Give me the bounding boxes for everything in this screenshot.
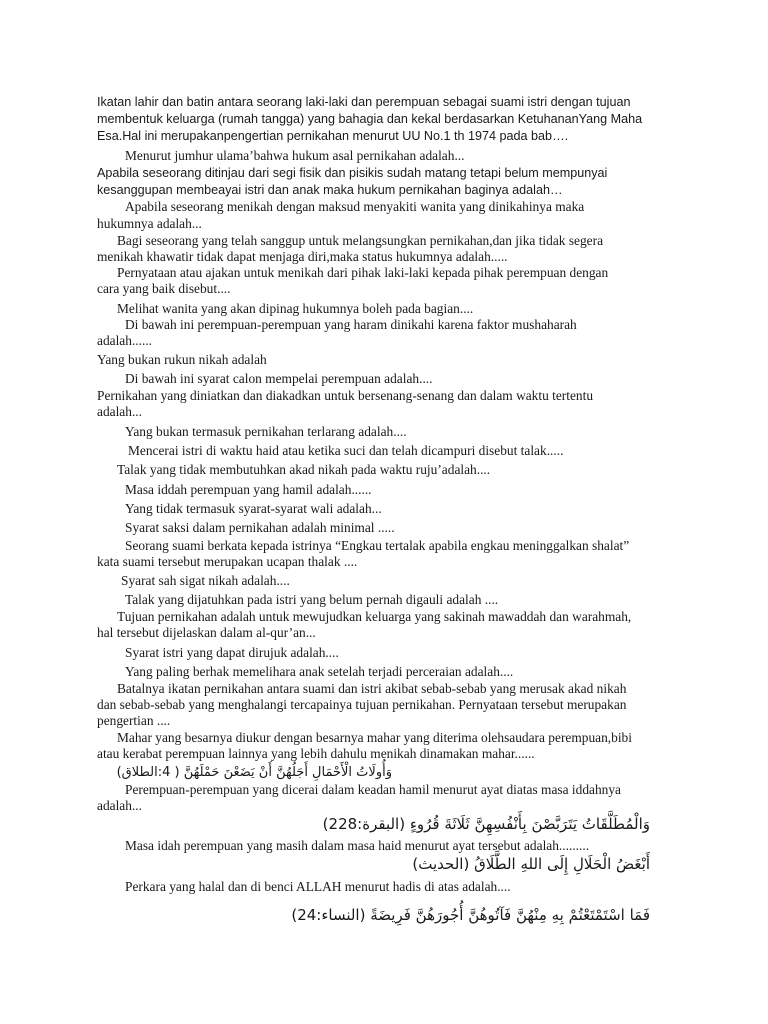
arabic-verse: وَأُولَاتُ الْأَحْمَالِ أَجَلُهُنَّ أَنْ يَضَعْنَ حَمْلَهُنَّ ( 4:الطلاق) (116, 765, 392, 780)
question-text: Talak yang tidak membutuhkan akad nikah pada waktu ruju’adalah.... (117, 462, 491, 477)
question-text: Di bawah ini syarat calon mempelai perempuan adalah.... (125, 371, 433, 386)
question-text: Bagi seseorang yang telah sanggup untuk melangsungkan pernikahan,dan jika tidak segera (117, 233, 604, 248)
question-text: Di bawah ini perempuan-perempuan yang haram dinikahi karena faktor mushaharah (125, 317, 577, 332)
question-text: dan sebab-sebab yang menghalangi tercapainya tujuan pernikahan. Pernyataan tersebut merupakan (97, 697, 627, 712)
question-text: Tujuan pernikahan adalah untuk mewujudkan keluarga yang sakinah mawaddah dan warahmah, (117, 609, 632, 624)
question-text: adalah... (97, 404, 142, 419)
question-text: Syarat istri yang dapat dirujuk adalah.... (125, 645, 339, 660)
question-text: Yang paling berhak memelihara anak setelah terjadi perceraian adalah.... (125, 664, 514, 679)
arabic-hadith: أَبْغَضُ الْحَلَالِ إِلَى اللهِ الطَّلَاقُ (الحديث) (412, 855, 650, 873)
question-text: hal tersebut dijelaskan dalam al-qur’an... (97, 625, 316, 640)
question-text: Batalnya ikatan pernikahan antara suami dan istri akibat sebab-sebab yang merusak akad nikah (117, 681, 627, 696)
question-text: Pernikahan yang diniatkan dan diakadkan untuk bersenang-senang dan dalam waktu tertentu (97, 388, 594, 403)
question-text: Syarat sah sigat nikah adalah.... (121, 573, 290, 588)
question-text: kesanggupan membeayai istri dan anak maka hukum pernikahan baginya adalah… (97, 183, 563, 197)
question-text: Masa iddah perempuan yang hamil adalah...... (125, 482, 372, 497)
question-text: Esa.Hal ini merupakanpengertian pernikahan menurut UU No.1 th 1974 pada bab…. (97, 129, 569, 143)
question-text: Mencerai istri di waktu haid atau ketika suci dan telah dicampuri disebut talak..... (128, 443, 564, 458)
question-text: Mahar yang besarnya diukur dengan besarnya mahar yang diterima olehsaudara perempuan,bibi (117, 730, 632, 745)
question-text: Pernyataan atau ajakan untuk menikah dari pihak laki-laki kepada pihak perempuan dengan (117, 265, 609, 280)
question-text: hukumnya adalah... (97, 216, 202, 231)
question-text: pengertian .... (97, 713, 171, 728)
question-text: Perempuan-perempuan yang dicerai dalam keadan hamil menurut ayat diatas masa iddahnya (125, 782, 622, 797)
question-text: Perkara yang halal dan di benci ALLAH menurut hadis di atas adalah.... (125, 879, 511, 894)
question-text: Ikatan lahir dan batin antara seorang laki-laki dan perempuan sebagai suami istri dengan tujuan (97, 95, 631, 109)
question-text: Melihat wanita yang akan dipinag hukumnya boleh pada bagian.... (117, 301, 474, 316)
question-text: Masa idah perempuan yang masih dalam masa haid menurut ayat tersebut adalah......... (125, 838, 590, 853)
question-text: Apabila seseorang menikah dengan maksud menyakiti wanita yang dinikahinya maka (125, 199, 585, 214)
question-text: Syarat saksi dalam pernikahan adalah minimal ..... (125, 520, 395, 535)
question-text: Menurut jumhur ulama’bahwa hukum asal pernikahan adalah... (125, 148, 465, 163)
question-text: Apabila seseorang ditinjau dari segi fisik dan pisikis sudah matang tetapi belum mempunyai (97, 166, 608, 180)
question-text: membentuk keluarga (rumah tangga) yang bahagia dan kekal berdasarkan KetuhananYang Maha (97, 112, 643, 126)
question-text: cara yang baik disebut.... (97, 281, 231, 296)
arabic-verse: وَالْمُطَلَّقَاتُ يَتَرَبَّصْنَ بِأَنْفُسِهِنَّ ثَلَاثَةَ قُرُوءٍ (البقرة:228) (322, 815, 650, 833)
question-text: Seorang suami berkata kepada istrinya “Engkau tertalak apabila engkau meninggalkan shalat” (125, 538, 630, 553)
question-text: kata suami tersebut merupakan ucapan thalak .... (97, 554, 358, 569)
question-text: Yang bukan rukun nikah adalah (97, 352, 267, 367)
question-text: atau kerabat perempuan lainnya yang lebih dahulu menikah dinamakan mahar...... (97, 746, 535, 761)
question-text: Yang tidak termasuk syarat-syarat wali adalah... (125, 501, 382, 516)
question-text: adalah...... (97, 333, 153, 348)
question-text: menikah khawatir tidak dapat menjaga diri,maka status hukumnya adalah..... (97, 249, 508, 264)
question-text: Yang bukan termasuk pernikahan terlarang adalah.... (125, 424, 407, 439)
question-text: adalah... (97, 798, 142, 813)
question-text: Talak yang dijatuhkan pada istri yang belum pernah digauli adalah .... (125, 592, 499, 607)
arabic-verse: فَمَا اسْتَمْتَعْتُمْ بِهِ مِنْهُنَّ فَآتُوهُنَّ أُجُورَهُنَّ فَرِيضَةً (النساء:24) (291, 906, 650, 924)
